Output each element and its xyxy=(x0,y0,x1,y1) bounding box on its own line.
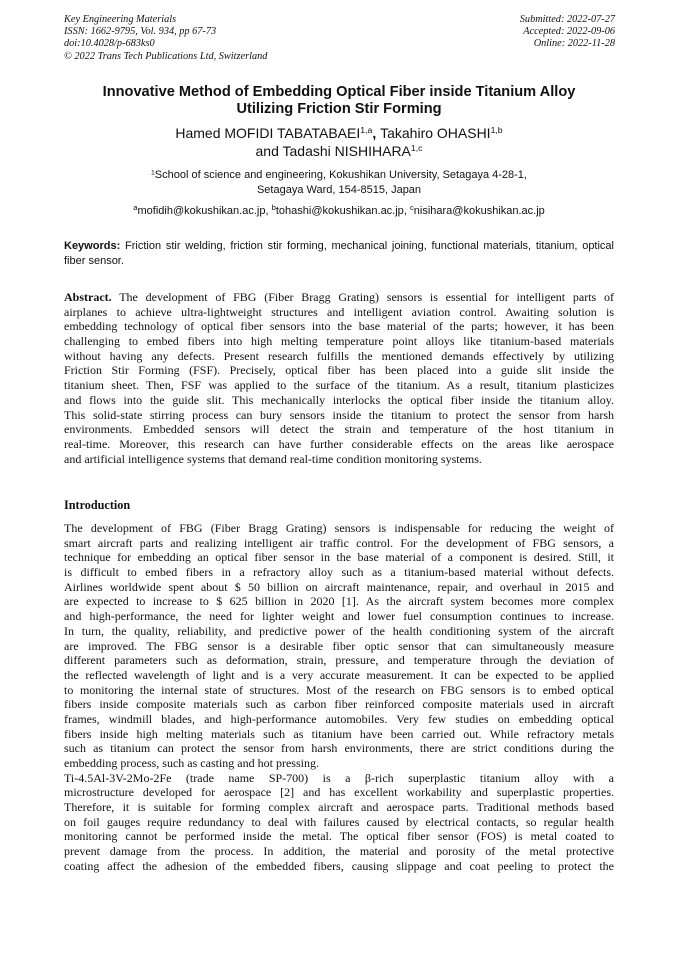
intro-line: to monitoring the internal state of structures. Most of the research on FBG sensors is to embed optical xyxy=(64,682,614,697)
abstract-line: challenging to embed fibers into high melting temperature point alloys like titanium-based materials xyxy=(64,334,614,349)
affiliation-text: School of science and engineering, Kokushikan University, Setagaya 4-28-1, xyxy=(154,169,527,181)
doi-line: doi:10.4028/p-683ks0 xyxy=(64,38,155,50)
submitted-date: Submitted: 2022-07-27 xyxy=(519,14,615,25)
email-link[interactable]: mofidih@kokushikan.ac.jp xyxy=(137,205,266,217)
keywords-label: Keywords: xyxy=(64,240,121,252)
accepted-date: Accepted: 2022-09-06 xyxy=(523,26,615,38)
intro-line: smart aircraft parts and realizing intelligent air traffic control. For the development of FBG sensors, a xyxy=(64,535,614,550)
intro-line: coating affect the adhesion of the embedded fibers, causing slippage and coat peeling to protect the xyxy=(64,858,614,873)
abstract-line: Friction Stir Forming (FSF). Precisely, optical fiber has been placed into a guide slit inside the xyxy=(64,363,614,378)
publication-dates xyxy=(520,14,615,51)
intro-line: embedding process, such as casting and hot pressing. xyxy=(64,756,319,770)
author-name: Takahiro OHASHI xyxy=(380,125,491,141)
intro-line: microstructure developed for aerospace [2] and has excellent workability and superplastic properties. xyxy=(64,785,614,800)
email-mark: a xyxy=(133,202,138,212)
intro-line: Therefore, it is suitable for forming complex aircraft and aerospace parts. Traditional methods based xyxy=(64,800,614,815)
author-list xyxy=(40,124,638,160)
intro-line: frames, windmill blades, and high-performance automobiles. Very few studies on embedding optical xyxy=(64,711,614,726)
affiliation-line xyxy=(40,168,638,183)
author-affiliation-mark: 1,b xyxy=(490,125,503,136)
email-separator: , xyxy=(265,205,272,217)
author-line xyxy=(40,142,638,160)
author-affiliation-mark: 1,a xyxy=(360,125,373,136)
author-name: Hamed MOFIDI TABATABAEI xyxy=(175,125,361,141)
abstract-line: embedding technology of optical fiber sensors into the base material of the parts; however, it has been xyxy=(64,319,614,334)
abstract-line: titanium sheet. Then, FSF was applied to the surface of the titanium. As a result, titanium plasticizes xyxy=(64,378,614,393)
copyright-line: © 2022 Trans Tech Publications Ltd, Switzerland xyxy=(64,50,268,62)
abstract-line xyxy=(64,290,614,305)
email-link[interactable]: nisihara@kokushikan.ac.jp xyxy=(413,205,545,217)
journal-name: Key Engineering Materials xyxy=(64,14,177,25)
intro-line: on foil gauges require redundancy to deal with failures caused by electrical contacts, so regular health xyxy=(64,814,614,829)
intro-line: The development of FBG (Fiber Bragg Grating) sensors is indispensable for reducing the weight of xyxy=(64,521,614,535)
intro-line: such as titanium can protect the sensor from harsh environments, there are strict conditions during the xyxy=(64,741,614,756)
intro-line: are improved. The FBG sensor is a desirable fiber optic sensor that can simultaneously measure xyxy=(64,638,614,653)
section-heading-introduction: Introduction xyxy=(64,498,131,512)
online-date: Online: 2022-11-28 xyxy=(533,38,615,50)
intro-line: Ti-4.5Al-3V-2Mo-2Fe (trade name SP-700) is a β-rich superplastic titanium alloy with a xyxy=(64,770,614,785)
email-link[interactable]: tohashi@kokushikan.ac.jp xyxy=(275,205,404,217)
abstract-section xyxy=(64,290,614,466)
intro-line: fibers inside composite materials such as carbon fiber reinforced composite materials used in aircraft xyxy=(64,697,614,712)
abstract-line: without having any defects. Present research fulfills the mentioned demands effectively by utilizing xyxy=(64,348,614,363)
intro-line: monitoring cannot be performed inside the metal. The optical fiber sensor (FOS) is metal coated to xyxy=(64,829,614,844)
intro-line: different parameters such as deformation, strain, pressure, and temperature through the deviation of xyxy=(64,653,614,668)
title-line: Utilizing Friction Stir Forming xyxy=(236,101,442,117)
title-line: Innovative Method of Embedding Optical Fiber inside Titanium Alloy xyxy=(102,84,576,100)
intro-line: fibers inside high melting materials such as titanium have been carried out. While refractory metals xyxy=(64,726,614,741)
keywords-text: Friction stir welding, friction stir forming, mechanical joining, functional materials, titanium, optical fiber sensor. xyxy=(64,240,614,267)
intro-line: Airlines worldwide spent about $ 50 billion on aircraft maintenance, repair, and overhaul in 2015 and xyxy=(64,579,614,594)
abstract-line: real-time. Moreover, this research can have further considerable effects on the areas like aerospace xyxy=(64,436,614,451)
email-separator: , xyxy=(403,205,410,217)
abstract-line: and flows into the guide slit. This mechanically interlocks the optical fiber inside the titanium alloy. xyxy=(64,392,614,407)
affiliation-mark: 1 xyxy=(151,169,155,177)
abstract-label: Abstract. xyxy=(64,290,112,304)
intro-line: the reflected wavelength of light and is a very accurate measurement. It can be expected to be applied xyxy=(64,667,614,682)
abstract-text: The development of FBG (Fiber Bragg Grating) sensors is essential for intelligent parts of xyxy=(111,290,614,304)
affiliation xyxy=(40,168,638,198)
paper-title xyxy=(40,84,638,118)
abstract-line: environments. Embedded sensors will detect the strain and temperature of the host titanium in xyxy=(64,422,614,437)
journal-info xyxy=(64,14,267,63)
introduction-section xyxy=(64,521,614,874)
abstract-line: This solid-state stirring process can bury sensors inside the titanium to protect the sensor from harsh xyxy=(64,407,614,422)
intro-line: In turn, the quality, reliability, and predictive power of the health conditioning system of the aircraft xyxy=(64,623,614,638)
intro-line: technique for embedding an optical fiber sensor in the base material of a component is desired. Still, it xyxy=(64,550,614,565)
intro-line: prevent damage from the process. In addition, the material and porosity of the metal protective xyxy=(64,844,614,859)
author-conjunction: and xyxy=(255,143,283,159)
email-mark: b xyxy=(271,202,276,212)
intro-line: and high-performance, the need for lighter weight and lower fuel consumption continues to increase. xyxy=(64,609,614,624)
intro-line: is difficult to embed fibers in a refractory alloy such as a titanium-based material without defects. xyxy=(64,565,614,580)
author-affiliation-mark: 1,c xyxy=(410,143,423,154)
author-separator: , xyxy=(372,125,381,141)
abstract-line: airplanes to achieve ultra-lightweight structures and intelligent aviation control. Awaiting solution is xyxy=(64,304,614,319)
affiliation-line: Setagaya Ward, 154-8515, Japan xyxy=(256,184,422,196)
intro-line: are expected to increase to $ 625 billion in 2020 [1]. As the aircraft system becomes more complex xyxy=(64,594,614,609)
issn-line: ISSN: 1662-9795, Vol. 934, pp 67-73 xyxy=(64,26,217,38)
author-line xyxy=(40,124,638,142)
author-emails xyxy=(40,204,638,219)
abstract-line: and artificial intelligence systems that demand real-time condition monitoring systems. xyxy=(64,451,482,466)
author-name: Tadashi NISHIHARA xyxy=(282,143,411,159)
email-mark: c xyxy=(409,202,414,212)
keywords-section xyxy=(64,239,614,269)
